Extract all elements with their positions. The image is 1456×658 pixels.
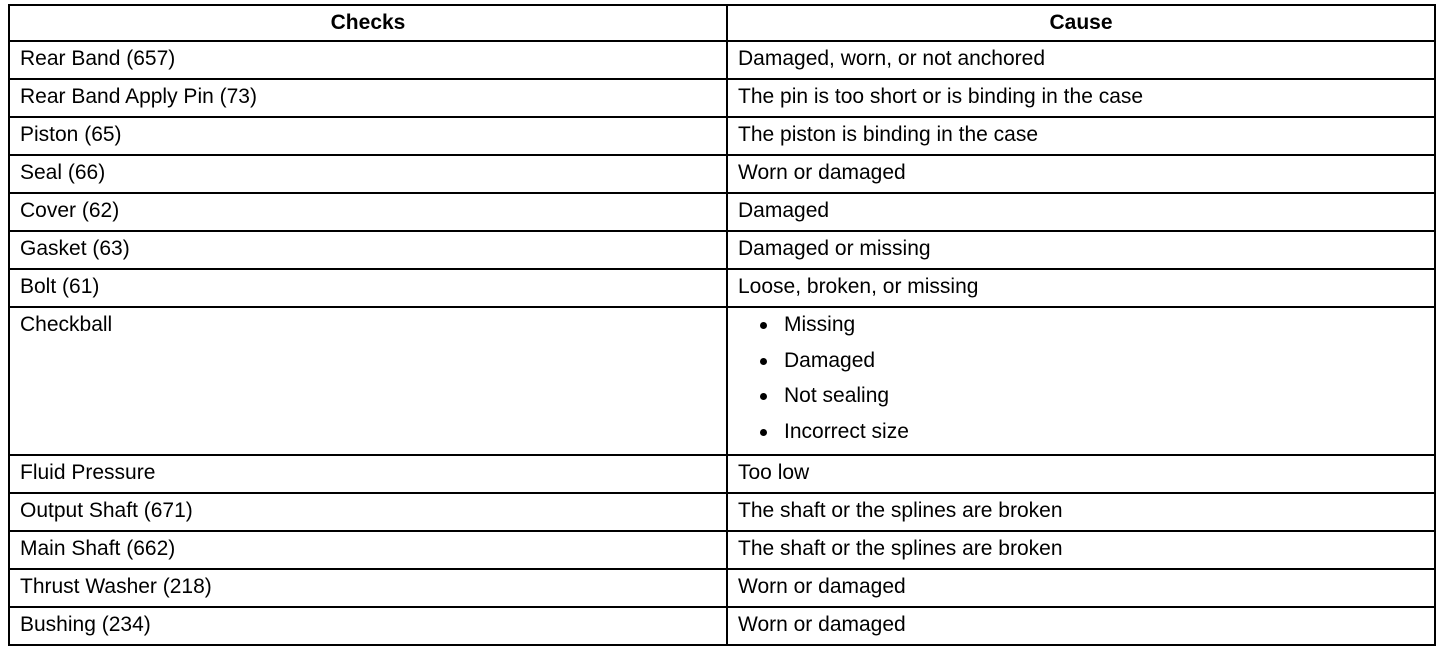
cause-cell: Damaged, worn, or not anchored [727,41,1435,79]
cause-cell: The piston is binding in the case [727,117,1435,155]
check-cell: Bolt (61) [9,269,727,307]
table-row [9,531,1435,569]
cause-bullet-item [760,414,1424,450]
check-cell: Rear Band Apply Pin (73) [9,79,727,117]
cause-bullet-item [760,307,1424,343]
cause-cell: Damaged or missing [727,231,1435,269]
check-cell: Cover (62) [9,193,727,231]
cause-cell: Loose, broken, or missing [727,269,1435,307]
table-row [9,569,1435,607]
cause-bullet-text: Incorrect size [784,419,909,443]
check-cell: Bushing (234) [9,607,727,645]
check-cell: Main Shaft (662) [9,531,727,569]
check-cell: Output Shaft (671) [9,493,727,531]
cause-cell: Worn or damaged [727,569,1435,607]
diagnosis-table-container [8,4,1434,646]
bullet-icon [760,358,767,365]
diagnosis-table [8,4,1436,646]
cause-cell: Damaged [727,193,1435,231]
check-cell: Thrust Washer (218) [9,569,727,607]
cause-bullet-item [760,343,1424,379]
bullet-icon [760,429,767,436]
table-header-row [9,5,1435,41]
column-header-cause: Cause [727,5,1435,41]
table-row [9,193,1435,231]
cause-cell-list [727,307,1435,455]
table-row [9,493,1435,531]
table-row [9,41,1435,79]
cause-cell: The shaft or the splines are broken [727,531,1435,569]
check-cell: Rear Band (657) [9,41,727,79]
table-row [9,117,1435,155]
table-row-checkball [9,307,1435,455]
cause-bullet-text: Not sealing [784,384,890,407]
bullet-icon [760,322,767,329]
table-row [9,155,1435,193]
cause-cell: Worn or damaged [727,607,1435,645]
cause-cell: Worn or damaged [727,155,1435,193]
cause-bullet-text: Damaged [784,348,876,372]
table-row [9,455,1435,493]
cause-cell: The shaft or the splines are broken [727,493,1435,531]
cause-bullet-text: Missing [784,313,856,336]
bullet-icon [760,393,767,400]
column-header-checks: Checks [9,5,727,41]
check-cell: Checkball [9,307,727,455]
check-cell: Piston (65) [9,117,727,155]
cause-cell: The pin is too short or is binding in the case [727,79,1435,117]
check-cell: Fluid Pressure [9,455,727,493]
cause-bullet-list [738,307,1424,449]
table-row [9,231,1435,269]
check-cell: Seal (66) [9,155,727,193]
table-row [9,607,1435,645]
table-row [9,269,1435,307]
cause-cell: Too low [727,455,1435,493]
cause-bullet-item [760,378,1424,414]
check-cell: Gasket (63) [9,231,727,269]
table-row [9,79,1435,117]
